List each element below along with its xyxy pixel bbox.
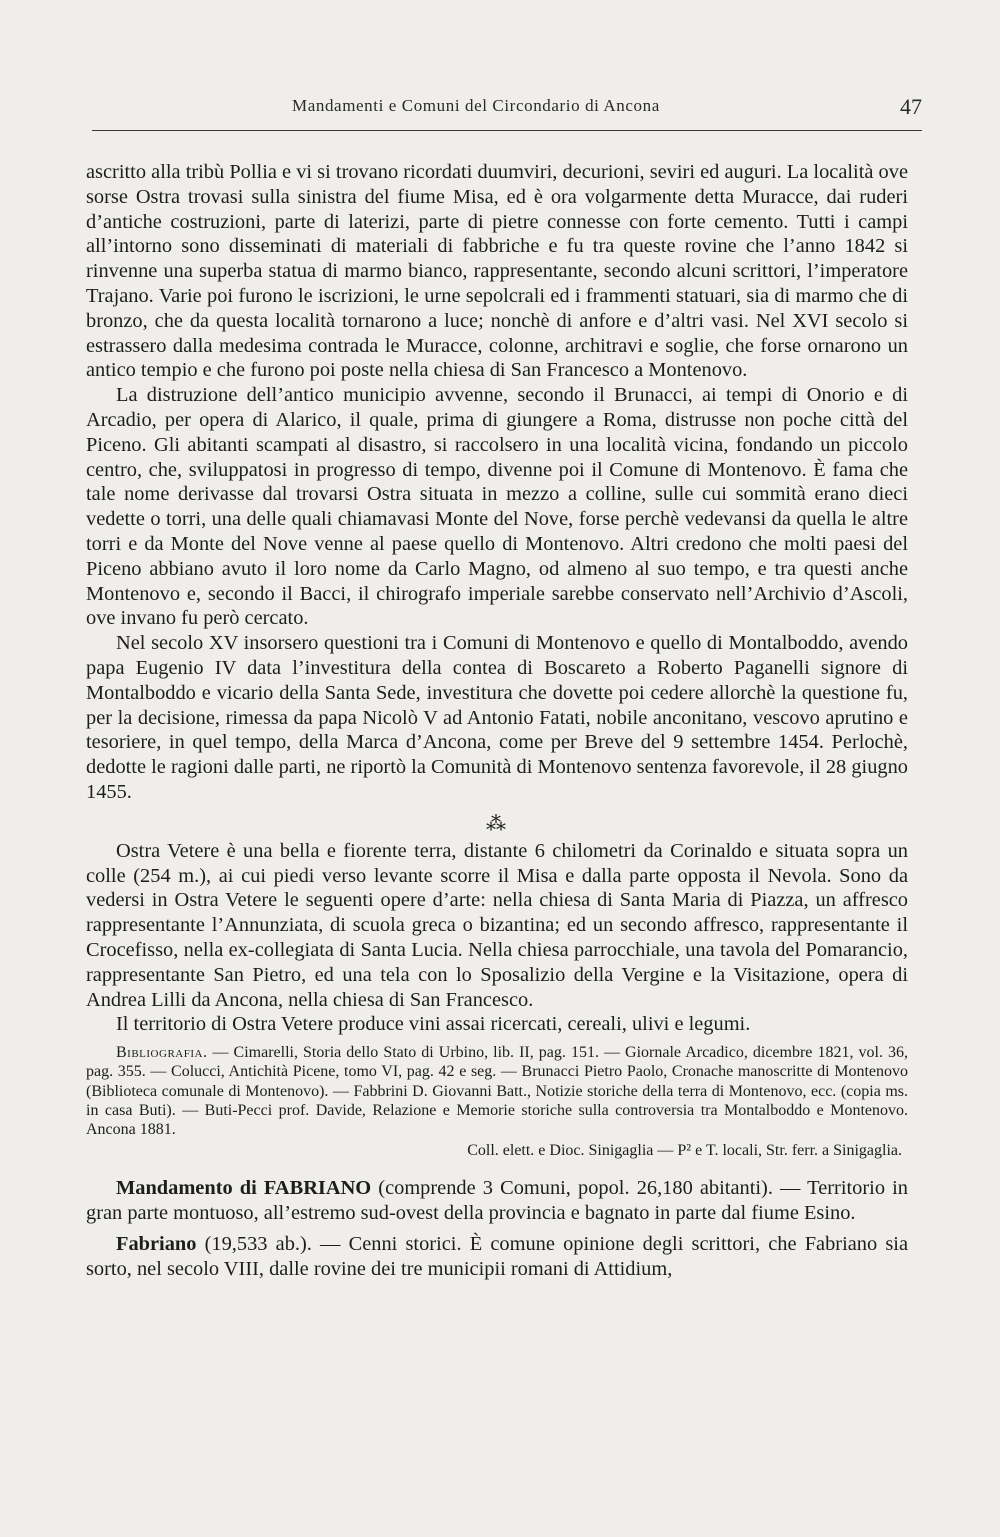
bibliography-text	[86, 1043, 908, 1139]
fabriano-paragraph	[86, 1232, 908, 1282]
section-asterism: ⁂	[486, 812, 508, 835]
paragraph-ostra-ruins: ascritto alla tribù Pollia e vi si trovano ricordati duumviri, decurioni, seviri ed auguri. La località ove sorse Ostra trovasi sulla sinistra del fiume Misa, ed è ora volgarmente detta Muracce, dai ruderi d’antiche costruzioni, parte di laterizi, parte di pietre connesse con forte cemento. Tutti i campi all’intorno sono disseminati di materiali di fabbriche e fu tra queste rovine che l’anno 1842 si rinvenne una superba statua di marmo bianco, rappresentante, secondo alcuni scrittori, l’imperatore Trajano. Varie poi furono le iscrizioni, le urne sepolcrali ed i frammenti statuari, sia di marmo che di bronzo, che da questa località tornarono a luce; nonchè di anfore e d’altri vasi. Nel XVI secolo si estrassero dalla medesima contrada le Muracce, colonne, architravi e soglie, che forse ornarono un antico tempio e che furono poi poste nella chiesa di San Francesco a Montenovo.	[86, 161, 908, 382]
mandamento-fabriano-paragraph	[86, 1176, 908, 1226]
bibliography-entries: — Cimarelli, Storia dello Stato di Urbino, lib. II, pag. 151. — Giornale Arcadico, dicembre 1821, vol. 36, pag. 355. — Colucci, Antichità Picene, tomo VI, pag. 42 e seg. — Brunacci Pietro Paolo, Cronache manoscritte di Montenovo (Biblioteca comunale di Montenovo). — Fabbrini D. Giovanni Batt., Notizie storiche della terra di Montenovo, ecc. (copia ms. in casa Buti). — Buti-Pecci prof. Davide, Relazione e Memorie storiche sulla controversia tra Montalboddo e Montenovo. Ancona 1881.	[86, 1044, 908, 1138]
paragraph-ostra-vetere: Ostra Vetere è una bella e fiorente terra, distante 6 chilometri da Corinaldo e situata sopra un colle (254 m.), ai cui piedi verso levante scorre il Misa e dalla parte opposta il Nevola. Sono da vedersi in Ostra Vetere le seguenti opere d’arte: nella chiesa di Santa Maria di Piazza, un affresco rappresentante l’Annunziata, di scuola greca o bizantina; ed un secondo affresco, rappresentante il Crocefisso, nella ex-collegiata di Santa Lucia. Nella chiesa parrocchiale, una tavola del Pomarancio, rappresentante San Pietro, ed una tela con lo Sposalizio della Vergine e la Visitazione, opera di Andrea Lilli da Ancona, nella chiesa di San Francesco.	[86, 839, 908, 1011]
paragraph-municipio-destruction: La distruzione dell’antico municipio avvenne, secondo il Brunacci, ai tempi di Onorio e di Arcadio, per opera di Alarico, il quale, prima di giungere a Roma, distrusse non poche città del Piceno. Gli abitanti scampati al disastro, si raccolsero in una località vicina, fondando un piccolo centro, che, sviluppatosi in progresso di tempo, divenne poi il Comune di Montenovo. È fama che tale nome derivasse dal trovarsi Ostra situata in mezzo a colline, sulle cui sommità erano dieci vedette o torri, una delle quali chiamavasi Monte del Nove, forse perchè vedevansi da quella le altre torri e da Monte del Nove venne al paese quello di Montenovo. Altri credono che molti paesi del Piceno abbiano avuto il loro nome da Carlo Magno, od almeno al suo tempo, e tra questi anche Montenovo e, secondo il Bacci, il chirografo imperiale sarebbe conservato nell’Archivio d’Ascoli, ove invano fu però cercato.	[86, 384, 908, 630]
mandamento-heading: Mandamento di FABRIANO	[116, 1177, 372, 1200]
paragraph-boscareto-dispute: Nel secolo XV insorsero questioni tra i Comuni di Montenovo e quello di Montalboddo, avendo papa Eugenio IV data l’investitura della contea di Boscareto a Roberto Paganelli signore di Montalboddo e vicario della Santa Sede, investitura che dovette poi cedere allorchè la questione fu, per la decisione, rimessa da papa Nicolò V ad Antonio Fatati, nobile anconitano, vescovo aprutino e tesoriere, in quel tempo, della Marca d’Ancona, come per Breve del 9 settembre 1454. Perlochè, dedotte le ragioni dalle parti, ne riportò la Comunità di Montenovo sentenza favorevole, il 28 giugno 1455.	[86, 632, 908, 803]
page-number: 47	[900, 94, 922, 119]
running-title: Mandamenti e Comuni del Circondario di Ancona	[292, 96, 660, 115]
bibliography-label: Bibliografia.	[116, 1044, 208, 1062]
running-header	[92, 96, 922, 131]
bibliography	[86, 1043, 908, 1160]
collegio-info: Coll. elett. e Dioc. Sinigaglia — P² e T. locali, Str. ferr. a Sinigaglia.	[467, 1142, 902, 1160]
mandamento-text: (comprende 3 Comuni, popol. 26,180 abitanti). — Territorio in gran parte montuoso, all’estremo sud-ovest della provincia e bagnato in parte dal fiume Esino.	[86, 1177, 908, 1224]
body-text	[86, 160, 908, 1281]
paragraph-ostra-vetere-products: Il territorio di Ostra Vetere produce vini assai ricercati, cereali, ulivi e legumi.	[116, 1013, 751, 1036]
fabriano-heading: Fabriano	[116, 1232, 197, 1255]
fabriano-text: (19,533 ab.). — Cenni storici. È comune opinione degli scrittori, che Fabriano sia sorto, nel secolo VIII, dalle rovine dei tre municipii romani di Attidium,	[86, 1232, 908, 1280]
